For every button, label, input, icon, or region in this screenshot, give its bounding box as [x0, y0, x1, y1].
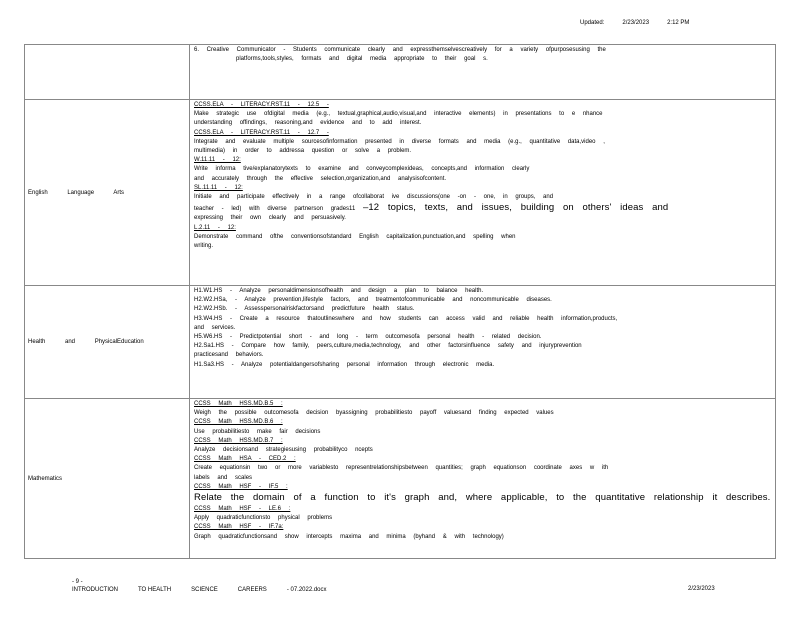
- line-text: H1.W1.HS - Analyze personaldimensionsofhealth and design a plan to balance health.: [194, 288, 484, 294]
- line-text: multimedia) in order to addressa question or solve a problem.: [194, 148, 412, 155]
- standard-text-line: [194, 147, 771, 156]
- footer-doc-part: INTRODUCTION: [72, 587, 118, 593]
- standard-code: [194, 455, 771, 464]
- footer-doc-part: SCIENCE: [191, 587, 218, 593]
- line-text: Integrate and evaluate multiple sourcesofinformation presented in diverse formats and media (e.g., quantitative data,video ,: [194, 138, 605, 145]
- line-text: L.2.11 - 12:: [194, 224, 236, 231]
- standard-text-line: [194, 202, 771, 214]
- standard-text-line: [194, 428, 771, 437]
- standards-cell: [190, 45, 776, 100]
- line-text: Demonstrate command ofthe conventionsofstandard English capitalization,punctuation,and spelling when: [194, 233, 516, 240]
- page-footer: [72, 578, 327, 594]
- standards-row: [25, 45, 776, 100]
- footer-doc-title: [72, 586, 327, 594]
- standards-row: [25, 399, 776, 559]
- standard-text-line: [194, 55, 771, 64]
- line-text-large: Relate the domain of a function to it's graph and, where applicable, to the quantitative relationship it describes.: [194, 492, 771, 504]
- standard-text-line: [194, 165, 771, 174]
- line-text: CCSS Math HSS.MD.B.5 :: [194, 401, 283, 407]
- standard-text-line: [194, 446, 771, 455]
- standard-text-line: [194, 119, 771, 128]
- line-text: CCSS Math HSS.MD.B.7 :: [194, 437, 283, 444]
- line-text: H3.W4.HS - Create a resource thatoutlineswhere and how students can access valid and reliable health information,products,: [194, 315, 618, 322]
- standard-code: [194, 184, 771, 193]
- standard-text-line: [194, 296, 771, 305]
- line-text: Analyze decisionsand strategiesusing probabilityco ncepts: [194, 447, 373, 454]
- standard-code: [194, 224, 771, 233]
- line-text: H2.W2.HSb. - Assesspersonalriskfactorsand predictfuture health status.: [194, 306, 415, 313]
- line-text: 6. Creative Communicator - Students communicate clearly and expressthemselvescreatively for a variety ofpurposesusing the: [194, 47, 606, 53]
- line-text: and services.: [194, 324, 236, 331]
- line-text: Graph quadraticfunctionsand show intercepts maxima and minima (byhand & with technology): [194, 533, 504, 540]
- line-text: CCSS Math HSF - LE.6 :: [194, 506, 291, 513]
- standard-text-line: [194, 533, 771, 542]
- standard-text-line: [194, 242, 771, 251]
- updated-label: Updated:: [580, 20, 605, 26]
- line-text: CCSS Math HSS.MD.B.6 :: [194, 419, 283, 426]
- line-text: Apply quadraticfunctionsto physical problems: [194, 515, 333, 522]
- standard-text-line: [194, 351, 771, 360]
- page-number: - 9 -: [72, 579, 83, 585]
- footer-doc-part: - 07.2022.docx: [286, 587, 327, 593]
- line-text: labels and scales: [194, 474, 253, 481]
- line-text: CCSS Math HSF - IF.7a:: [194, 524, 284, 531]
- standards-row: [25, 100, 776, 286]
- line-text: practicesand behaviors.: [194, 352, 264, 359]
- standards-cell: [190, 399, 776, 559]
- standard-code: [194, 505, 771, 514]
- line-text: W.11.11 - 12:: [194, 157, 241, 164]
- standard-text-line: [194, 233, 771, 242]
- line-text: teacher - led) with diverse partnerson grades11: [194, 206, 363, 213]
- line-text: platforms,tools,styles, formats and digital media appropriate to their goal s.: [236, 56, 488, 63]
- standard-text-line: [194, 110, 771, 119]
- line-text: writing.: [194, 243, 214, 250]
- footer-doc-part: TO HEALTH: [138, 587, 172, 593]
- updated-time: 2:12 PM: [667, 20, 690, 26]
- line-text: CCSS.ELA - LITERACY.RST.11 - 12.5 -: [194, 102, 329, 108]
- standard-code: [194, 523, 771, 532]
- standard-text-line: [194, 193, 771, 202]
- line-text: Create equationsin two or more variablesto representrelationshipsbetween quantities; graph equationson coordinate axes w ith: [194, 465, 609, 472]
- updated-date: 2/23/2023: [622, 20, 650, 26]
- line-text: CCSS Math HSA - CED.2 :: [194, 456, 296, 463]
- subject-cell: [25, 100, 190, 286]
- subject-cell: [25, 286, 190, 399]
- subject-cell: [25, 45, 190, 100]
- subject-label: Mathematics: [28, 475, 63, 482]
- standard-text-line: [194, 474, 771, 483]
- line-text: understanding offindings, reasoning,and evidence and to add interest.: [194, 120, 422, 127]
- standard-code: [194, 400, 771, 409]
- standard-code: [194, 156, 771, 165]
- subject-label: Health and PhysicalEducation: [28, 339, 144, 345]
- line-text: CCSS Math HSF - IF.5 :: [194, 483, 288, 490]
- subject-label: English Language Arts: [28, 189, 125, 196]
- standards-table: [24, 44, 776, 559]
- standard-text-line: [194, 361, 771, 370]
- standard-text-line: [194, 175, 771, 184]
- standard-code: [194, 129, 771, 138]
- standard-code: [194, 437, 771, 446]
- line-text: expressing their own clearly and persuasively.: [194, 215, 346, 222]
- line-text: H1.Sa3.HS - Analyze potentialdangersofsharing personal information through electronic media.: [194, 361, 495, 368]
- line-text: Write informa tive/explanatorytexts to examine and conveycomplexideas, concepts,and information clearly: [194, 166, 530, 173]
- standard-text-line: [194, 46, 771, 55]
- standard-text-line: [194, 287, 771, 296]
- standard-code: [194, 101, 771, 110]
- standard-text-line: [194, 333, 771, 342]
- line-text: H5.W6.HS - Predictpotential short - and long - term outcomesofa personal health - related decision.: [194, 334, 542, 341]
- line-text: and accurately through the effective selection,organization,and analysisofcontent.: [194, 175, 447, 182]
- line-text: SL.11.11 - 12:: [194, 184, 243, 191]
- standard-code: [194, 418, 771, 427]
- standards-cell: [190, 100, 776, 286]
- standards-cell: [190, 286, 776, 399]
- standard-text-line: [194, 214, 771, 223]
- standard-code: [194, 483, 771, 492]
- line-text: Initiate and participate effectively in a range ofcollaborat ive discussions(one -on - one, in groups, and: [194, 194, 554, 201]
- footer-doc-part: CAREERS: [237, 587, 267, 593]
- line-text: H2.W2.HSa, - Analyze prevention,lifestyle factors, and treatmentofcommunicable and noncommunicable diseases.: [194, 297, 552, 304]
- standard-text-line: [194, 324, 771, 333]
- line-text: Use probabilitiesto make fair decisions: [194, 428, 321, 435]
- standard-text-line: [194, 492, 771, 505]
- line-text: H2.Sa1.HS - Compare how family, peers,culture,media,technology, and other factorsinfluence safety and injuryprevention: [194, 343, 582, 350]
- standard-text-line: [194, 464, 771, 473]
- footer-date: 2/23/2023: [688, 586, 715, 592]
- standard-text-line: [194, 514, 771, 523]
- subject-cell: [25, 399, 190, 559]
- line-text: CCSS.ELA - LITERACY.RST.11 - 12.7 -: [194, 129, 329, 136]
- standard-text-line: [194, 305, 771, 314]
- standard-text-line: [194, 138, 771, 147]
- line-text-large: –12 topics, texts, and issues, building on others' ideas and: [362, 202, 669, 214]
- line-text: Weigh the possible outcomesofa decision byassigning probabilitiesto payoff valuesand finding expected values: [194, 410, 554, 417]
- line-text: Make strategic use ofdigital media (e.g., textual,graphical,audio,visual,and interactive elements) in presentations to e nhance: [194, 111, 603, 118]
- standard-text-line: [194, 315, 771, 324]
- standard-text-line: [194, 409, 771, 418]
- standards-row: [25, 286, 776, 399]
- standard-text-line: [194, 342, 771, 351]
- document-header: [580, 20, 689, 26]
